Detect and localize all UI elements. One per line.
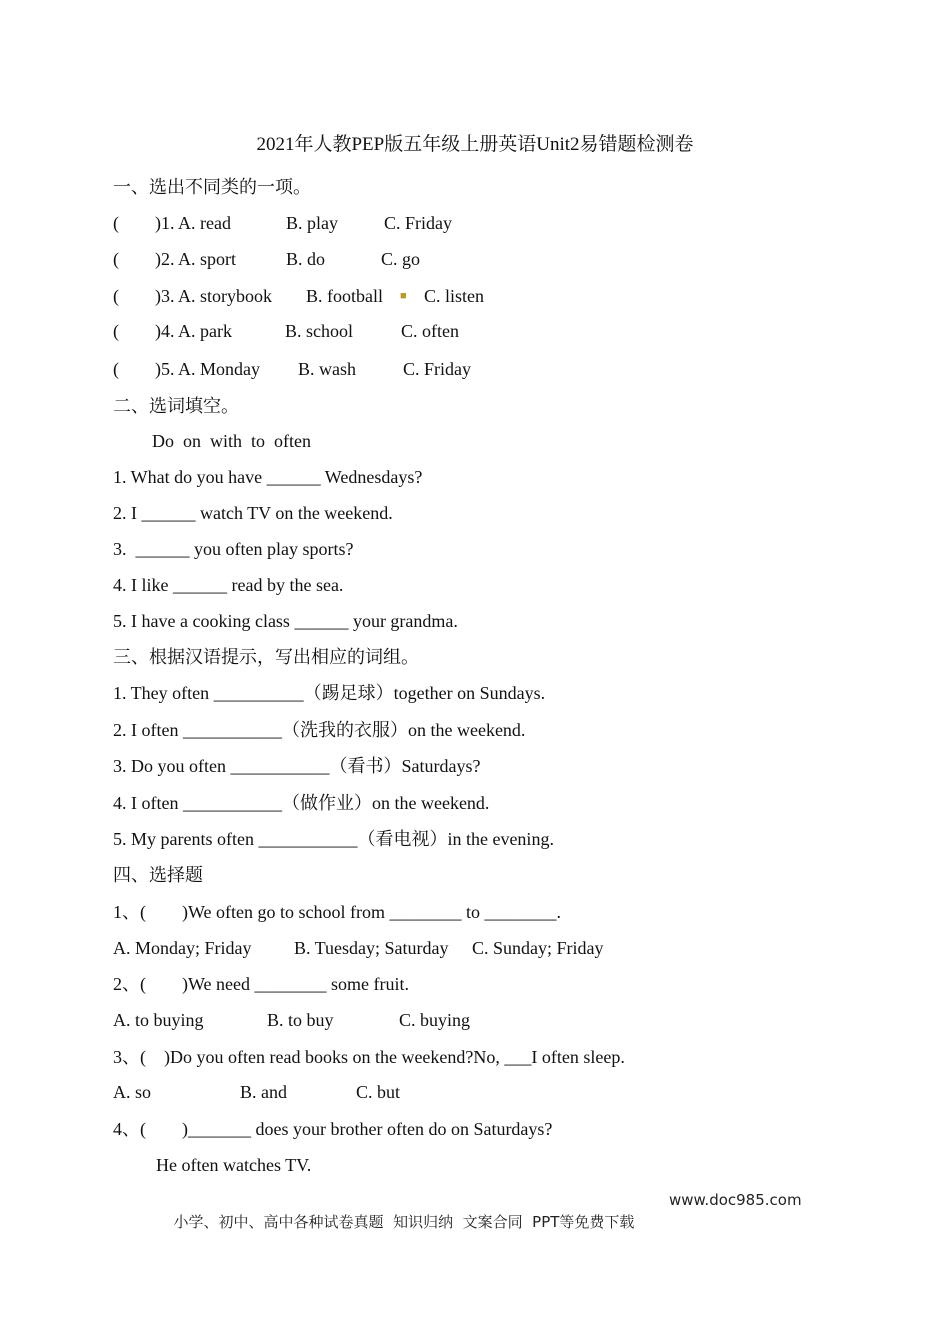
option-b: B. wash [298, 359, 356, 379]
fill-item: 1. What do you have ______ Wednesdays? [113, 467, 423, 487]
option-c: C. Friday [384, 213, 453, 233]
option-a: A. to buying [113, 1010, 204, 1030]
stray-mark: ■ [400, 290, 407, 302]
phrase-item: 2. I often ___________（洗我的衣服）on the weekend. [113, 720, 526, 740]
page-title: 2021年人教PEP版五年级上册英语Unit2易错题检测卷 [256, 134, 694, 155]
section-4-heading: 四、选择题 [113, 865, 203, 885]
question-2: 2、( )We need ________ some fruit. [113, 974, 409, 994]
option-b: B. to buy [267, 1010, 334, 1030]
phrase-item: 4. I often ___________（做作业）on the weekend. [113, 793, 490, 813]
footer-text: 小学、初中、高中各种试卷真题 知识归纳 文案合同 PPT等免费下载 [173, 1213, 635, 1231]
footer [164, 1189, 802, 1255]
question-1: 1、( )We often go to school from ________ to ________. [113, 902, 561, 922]
fill-item: 2. I ______ watch TV on the weekend. [113, 503, 393, 523]
fill-item: 5. I have a cooking class ______ your grandma. [113, 611, 458, 631]
option-c: C. go [381, 249, 421, 269]
option-c: C. but [356, 1082, 401, 1102]
fill-item: 4. I like ______ read by the sea. [113, 575, 344, 595]
option-a: A. Monday; Friday [113, 938, 252, 958]
question-4: 4、( )_______ does your brother often do on Saturdays? [113, 1119, 553, 1139]
section-2-heading: 二、选词填空。 [113, 396, 239, 416]
section-3-heading: 三、根据汉语提示，写出相应的词组。 [113, 647, 419, 667]
option-a: A. so [113, 1082, 152, 1102]
option-b: B. play [286, 213, 338, 233]
option-b: B. football [306, 286, 383, 306]
answer-line: He often watches TV. [156, 1155, 312, 1175]
section-1-heading: 一、选出不同类的一项。 [113, 177, 311, 197]
word-bank: Do on with to often [152, 431, 311, 451]
option-c: C. buying [399, 1010, 471, 1030]
option-b: B. do [286, 249, 326, 269]
item-prefix: ( )2. A. sport [113, 249, 236, 269]
item-prefix: ( )3. A. storybook [113, 286, 272, 306]
item-prefix: ( )1. A. read [113, 213, 231, 233]
option-c: C. often [401, 321, 459, 341]
option-b: B. school [285, 321, 354, 341]
option-c: C. listen [424, 286, 485, 306]
footer-url[interactable]: www.doc985.com [669, 1191, 802, 1209]
option-c: C. Sunday; Friday [472, 938, 604, 958]
option-c: C. Friday [403, 359, 472, 379]
phrase-item: 1. They often __________（踢足球）together on Sundays. [113, 683, 546, 703]
fill-item: 3. ______ you often play sports? [113, 539, 354, 559]
item-prefix: ( )4. A. park [113, 321, 232, 341]
item-prefix: ( )5. A. Monday [113, 359, 260, 379]
option-b: B. Tuesday; Saturday [294, 938, 449, 958]
question-3: 3、( )Do you often read books on the weekend?No, ___I often sleep. [113, 1047, 625, 1067]
phrase-item: 3. Do you often ___________（看书）Saturdays? [113, 756, 481, 776]
phrase-item: 5. My parents often ___________（看电视）in the evening. [113, 829, 554, 849]
option-b: B. and [240, 1082, 287, 1102]
